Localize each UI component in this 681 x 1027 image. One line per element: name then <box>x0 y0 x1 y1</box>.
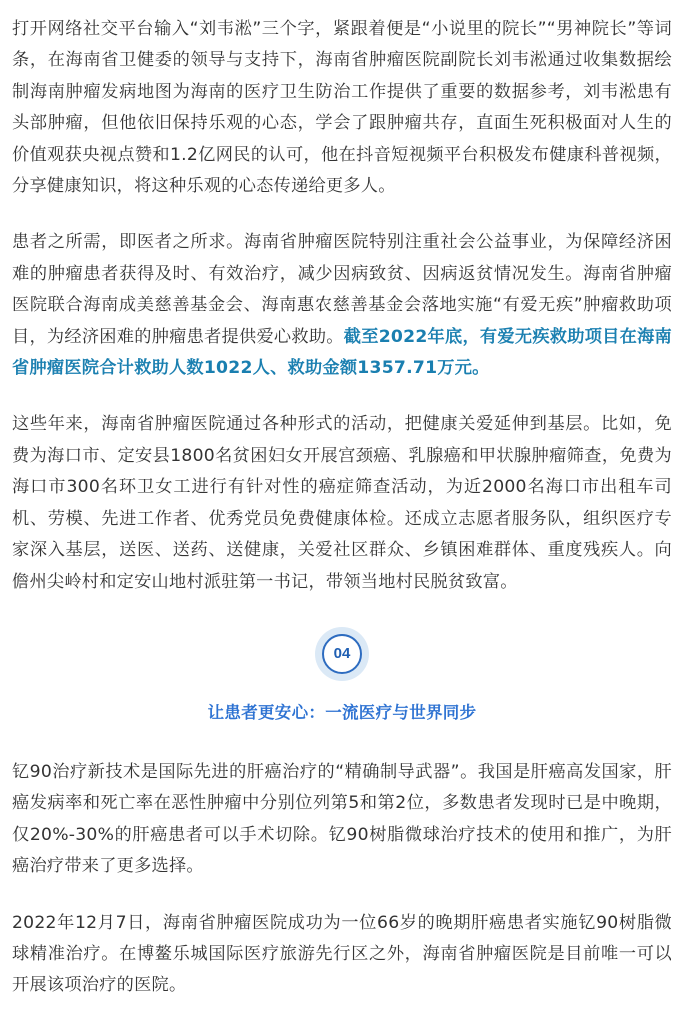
section-title: 让患者更安心：一流医疗与世界同步 <box>207 702 477 722</box>
charity-statistics-highlight: 截至2022年底，有爱无疾救助项目在海南省肿瘤医院合计救助人数1022人、救助金额1357.71万元。 <box>12 326 672 379</box>
article-body <box>12 14 672 1027</box>
paragraph-y90-technology: 钇90治疗新技术是国际先进的肝癌治疗的“精确制导武器”。我国是肝癌高发国家，肝癌发病率和死亡率在恶性肿瘤中分别位列第5和第2位，多数患者发现时已是中晚期，仅20%-30%的肝癌患者可以手术切除。钇90树脂微球治疗技术的使用和推广，为肝癌治疗带来了更多选择。 <box>12 761 672 877</box>
paragraph-outreach: 这些年来，海南省肿瘤医院通过各种形式的活动，把健康关爱延伸到基层。比如，免费为海口市、定安县1800名贫困妇女开展宫颈癌、乳腺癌和甲状腺肿瘤筛查，免费为海口市300名环卫女工进行有针对性的癌症筛查活动，为近2000名海口市出租车司机、劳模、先进工作者、优秀党员免费健康体检。还成立志愿者服务队，组织医疗专家深入基层，送医、送药、送健康，关爱社区群众、乡镇困难群体、重度残疾人。向儋州尖岭村和定安山地村派驻第一书记，带领当地村民脱贫致富。 <box>12 414 672 592</box>
paragraph-charity <box>12 227 672 384</box>
section-number-badge-row <box>12 623 672 685</box>
section-number: 04 <box>322 634 362 674</box>
section-number-badge <box>315 627 369 681</box>
paragraph-charity-text: 患者之所需，即医者之所求。海南省肿瘤医院特别注重社会公益事业，为保障经济困难的肿瘤患者获得及时、有效治疗，减少因病致贫、因病返贫情况发生。海南省肿瘤医院联合海南成美慈善基金会、海南惠农慈善基金会落地实施“有爱无疾”肿瘤救助项目，为经济困难的肿瘤患者提供爱心救助。 <box>12 232 672 347</box>
paragraph-y90-case: 2022年12月7日，海南省肿瘤医院成功为一位66岁的晚期肝癌患者实施钇90树脂微球精准治疗。在博鳌乐城国际医疗旅游先行区之外，海南省肿瘤医院是目前唯一可以开展该项治疗的医院。 <box>12 912 672 996</box>
paragraph-intro: 打开网络社交平台输入“刘韦淞”三个字，紧跟着便是“小说里的院长”“男神院长”等词条，在海南省卫健委的领导与支持下，海南省肿瘤医院副院长刘韦淞通过收集数据绘制海南肿瘤发病地图为海南的医疗卫生防治工作提供了重要的数据参考，刘韦淞患有头部肿瘤，但他依旧保持乐观的心态，学会了跟肿瘤共存，直面生死积极面对人生的价值观获央视点赞和1.2亿网民的认可，他在抖音短视频平台积极发布健康科普视频，分享健康知识，将这种乐观的心态传递给更多人。 <box>12 19 672 197</box>
